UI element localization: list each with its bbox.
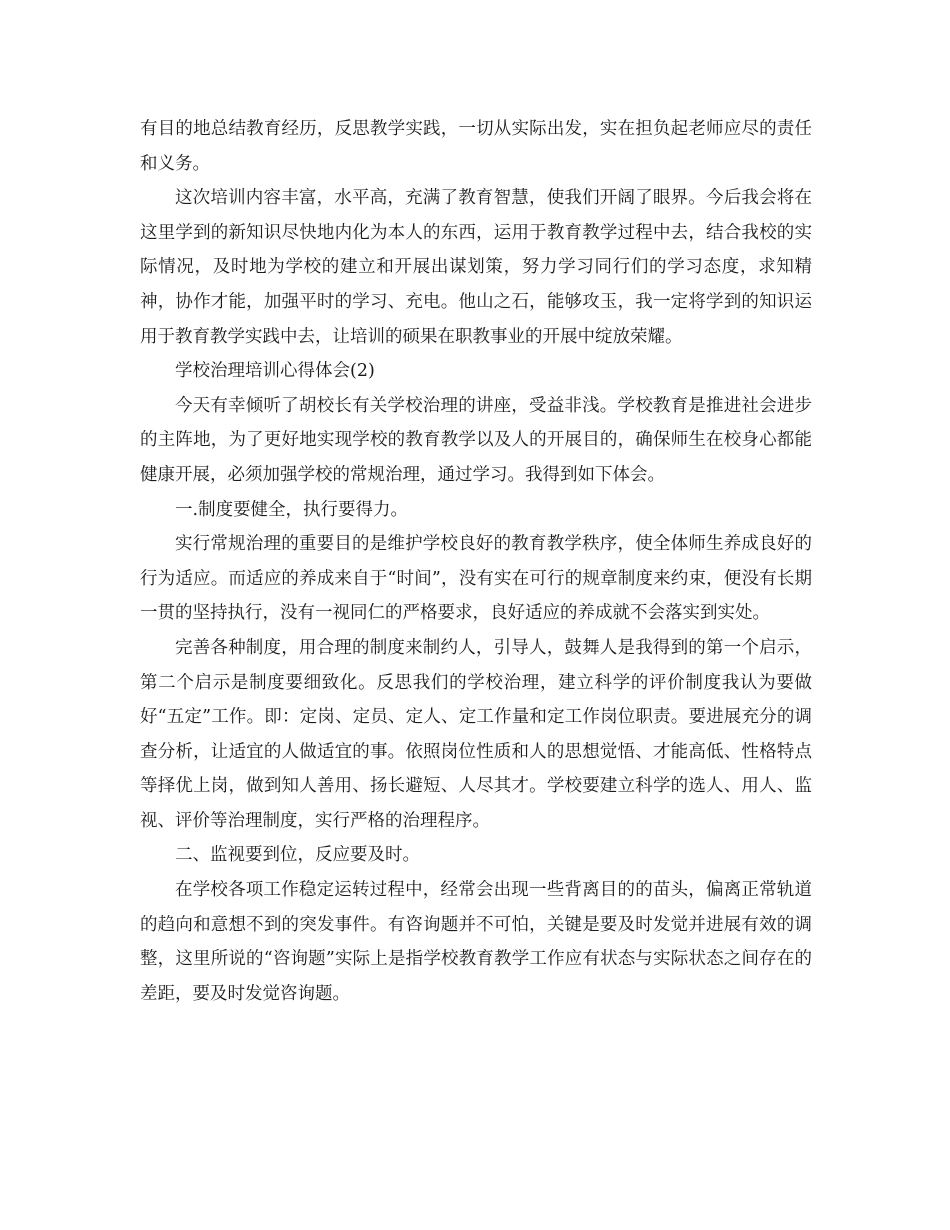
document-body	[140, 112, 812, 1011]
paragraph-training-reflection: 这次培训内容丰富，水平高，充满了教育智慧，使我们开阔了眼界。今后我会将在这里学到的新知识尽快地内化为本人的东西，运用于教育教学过程中去，结合我校的实际情况，及时地为学校的建立和开展出谋划策，努力学习同行们的学习态度，求知精神，协作才能，加强平时的学习、充电。他山之石，能够攻玉，我一定将学到的知识运用于教育教学实践中去，让培训的硕果在职教事业的开展中绽放荣耀。	[140, 188, 812, 347]
paragraph-continuation: 有目的地总结教育经历，反思教学实践，一切从实际出发，实在担负起老师应尽的责任和义务。	[140, 119, 812, 174]
heading-point-two: 二、监视要到位，反应要及时。	[175, 845, 420, 866]
heading-point-one: 一.制度要健全，执行要得力。	[175, 499, 409, 520]
paragraph-routine-management: 实行常规治理的重要目的是维护学校良好的教育教学秩序，使全体师生养成良好的行为适应。而适应的养成来自于“时间”，没有实在可行的规章制度来约束，便没有长期一贯的坚持执行，没有一视同仁的严格要求，良好适应的养成就不会落实到实处。	[140, 534, 812, 624]
paragraph-supervision: 在学校各项工作稳定运转过程中，经常会出现一些背离目的的苗头，偏离正常轨道的趋向和意想不到的突发事件。有咨询题并不可怕，关键是要及时发觉并进展有效的调整，这里所说的“咨询题”实际上是指学校教育教学工作应有状态与实际状态之间存在的差距，要及时发觉咨询题。	[140, 880, 812, 1004]
paragraph-system-improvement: 完善各种制度，用合理的制度来制约人，引导人，鼓舞人是我得到的第一个启示，第二个启示是制度要细致化。反思我们的学校治理，建立科学的评价制度我认为要做好“五定”工作。即：定岗、定员、定人、定工作量和定工作岗位职责。要进展充分的调查分析，让适宜的人做适宜的事。依照岗位性质和人的思想觉悟、才能高低、性格特点等择优上岗，做到知人善用、扬长避短、人尽其才。学校要建立科学的选人、用人、监视、评价等治理制度，实行严格的治理程序。	[140, 637, 812, 831]
paragraph-intro: 今天有幸倾听了胡校长有关学校治理的讲座，受益非浅。学校教育是推进社会进步的主阵地，为了更好地实现学校的教育教学以及人的开展目的，确保师生在校身心都能健康开展，必须加强学校的常规治理，通过学习。我得到如下体会。	[140, 395, 812, 485]
section-title: 学校治理培训心得体会(2)	[175, 361, 375, 382]
